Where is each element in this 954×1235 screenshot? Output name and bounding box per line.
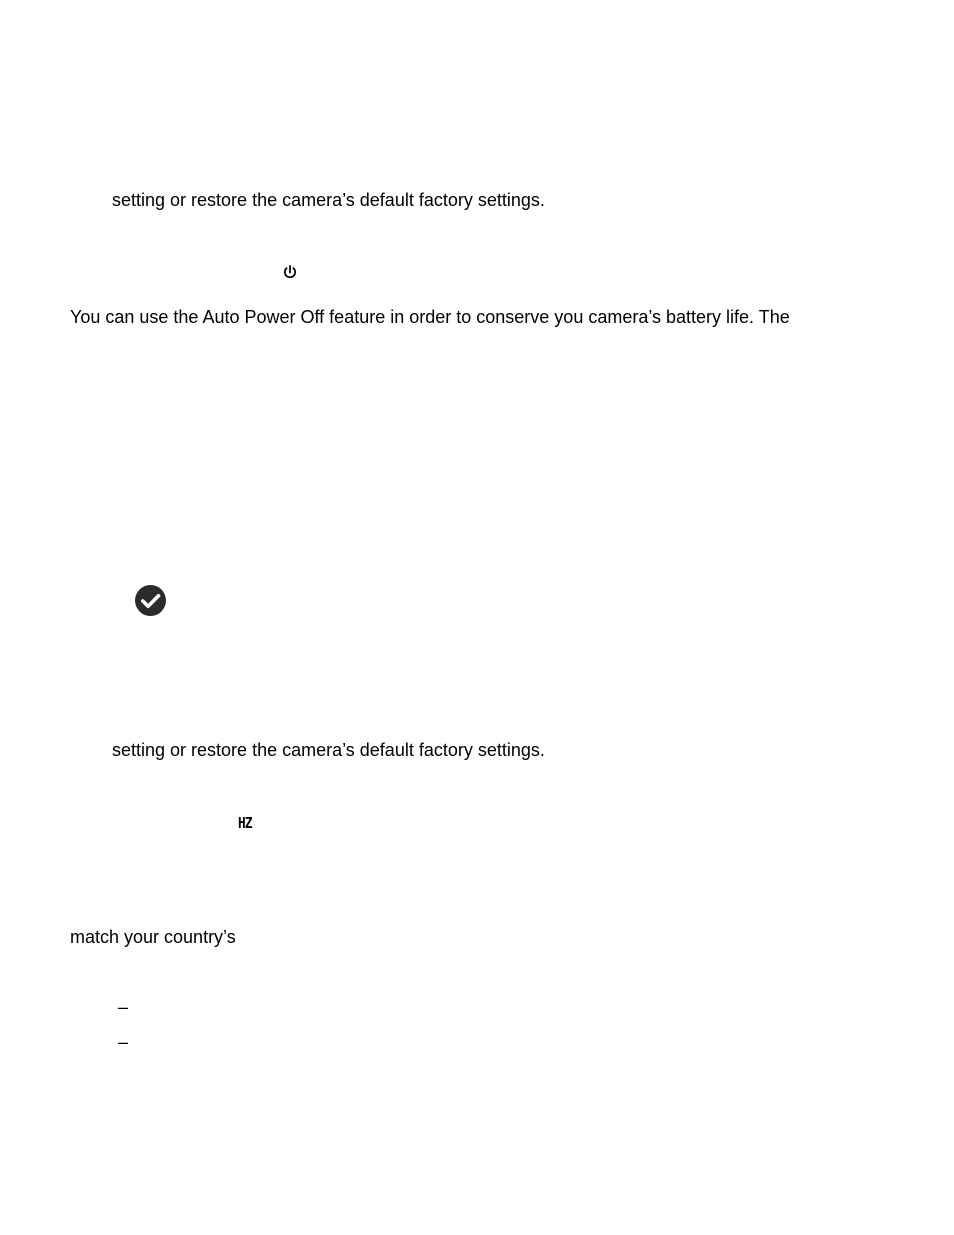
setting-restore-line-1: setting or restore the camera’s default factory settings.	[112, 190, 545, 210]
checkmark-circle-icon	[134, 584, 167, 617]
bullet-dash-2: –	[118, 1032, 129, 1052]
auto-power-off-intro: You can use the Auto Power Off feature in order to conserve you camera’s battery life. The	[70, 307, 790, 327]
frequency-intro: match your country’s	[70, 927, 236, 947]
hz-icon: HZ	[238, 814, 252, 832]
power-icon	[282, 264, 298, 281]
bullet-dash-1: –	[118, 997, 129, 1017]
setting-restore-line-2: setting or restore the camera’s default factory settings.	[112, 740, 545, 760]
